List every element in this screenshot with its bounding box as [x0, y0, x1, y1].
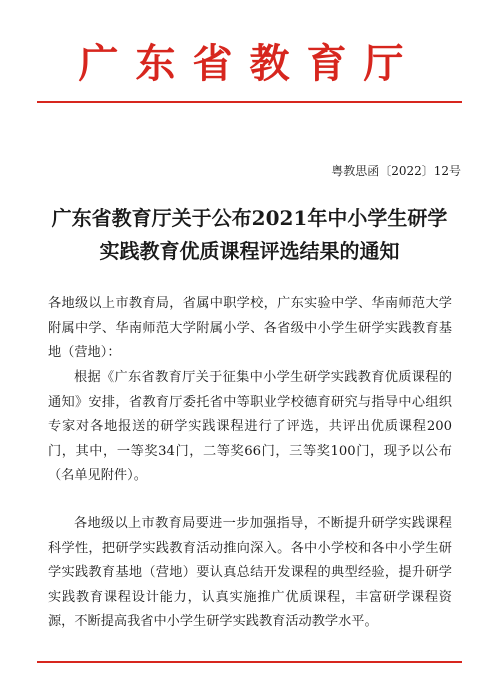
document-title-line-2: 实践教育优质课程评选结果的通知 [99, 239, 400, 263]
document-number: 粤教思函〔2022〕12号 [331, 164, 461, 178]
body-paragraph-2: 各地级以上市教育局要进一步加强指导，不断提升研学实践课程科学性，把研学实践教育活动推向深入。各中小学校和各中小学生研学实践教育基地（营地）要认真总结开发课程的典型经验，提升研学实践教育课程设计能力，认真实施推广优质课程，丰富研学课程资源，不断提高我省中小学生研学实践教育活动教学水平。 [48, 516, 452, 629]
footer-red-rule [37, 661, 462, 663]
letterhead-org-name: 广东省教育厅 [78, 40, 421, 87]
body-paragraph-1: 根据《广东省教育厅关于征集中小学生研学实践教育优质课程的通知》安排，省教育厅委托省中等职业学校德育研究与指导中心组织专家对各地报送的研学实践课程进行了评选，共评出优质课程200门，其中，一等奖34门，二等奖66门，三等奖100门，现予以公布（名单见附件）。 [48, 370, 452, 483]
salutation-paragraph: 各地级以上市教育局，省属中职学校，广东实验中学、华南师范大学附属中学、华南师范大学附属小学、各省级中小学生研学实践教育基地（营地）： [48, 296, 452, 360]
letterhead-red-rule [37, 101, 462, 103]
document-title-line-1: 广东省教育厅关于公布2021年中小学生研学 [51, 206, 448, 230]
